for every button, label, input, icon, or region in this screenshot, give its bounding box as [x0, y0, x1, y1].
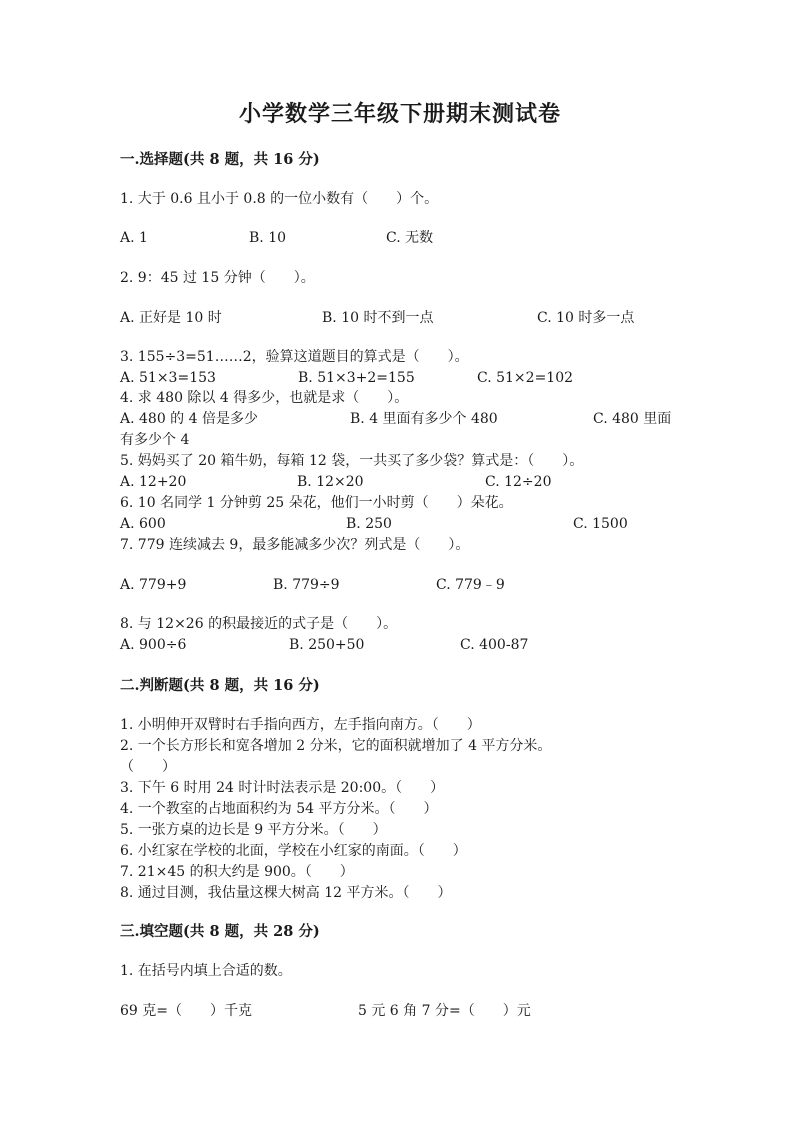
fill-blank-item: 69 克=（ ）千克: [120, 1003, 252, 1019]
question-stem: 6. 10 名同学 1 分钟剪 25 朵花，他们一小时剪（ ）朵花。: [120, 495, 513, 511]
option-a: A. 12+20: [120, 474, 187, 490]
option-b: B. 250+50: [289, 637, 365, 653]
judgment-item: 3. 下午 6 时用 24 时计时法表示是 20:00。（ ）: [120, 780, 445, 796]
question-stem: 2. 9：45 过 15 分钟（ ）。: [120, 270, 315, 286]
section-heading-fill: 三.填空题(共 8 题，共 28 分): [120, 923, 320, 940]
option-c: C. 12÷20: [485, 474, 552, 490]
fill-blank-item: 5 元 6 角 7 分=（ ）元: [358, 1003, 531, 1019]
option-c: C. 51×2=102: [477, 370, 574, 386]
question-stem: 5. 妈妈买了 20 箱牛奶，每箱 12 袋，一共买了多少袋？算式是：（ ）。: [120, 453, 584, 469]
option-b: B. 10: [249, 230, 287, 246]
option-a: A. 900÷6: [120, 637, 187, 653]
judgment-item: 1. 小明伸开双臂时右手指向西方，左手指向南方。（ ）: [120, 717, 481, 733]
judgment-item: 8. 通过目测，我估量这棵大树高 12 平方米。（ ）: [120, 885, 452, 901]
option-c-continued: 有多少个 4: [120, 432, 190, 448]
option-c: C. 无数: [386, 230, 434, 246]
question-stem: 1. 大于 0.6 且小于 0.8 的一位小数有（ ）个。: [120, 191, 439, 207]
question-stem: 7. 779 连续减去 9，最多能减多少次？列式是（ ）。: [120, 537, 470, 553]
option-b: B. 12×20: [297, 474, 364, 490]
option-a: A. 600: [120, 516, 166, 532]
question-stem: 8. 与 12×26 的积最接近的式子是（ ）。: [120, 616, 398, 632]
option-a: A. 1: [120, 230, 148, 246]
option-b: B. 4 里面有多少个 480: [350, 411, 498, 427]
judgment-item: 6. 小红家在学校的北面，学校在小红家的南面。（ ）: [120, 843, 467, 859]
judgment-item-continued: （ ）: [120, 759, 176, 775]
option-b: B. 779÷9: [273, 577, 340, 593]
question-stem: 3. 155÷3=51……2，验算这道题目的算式是（ ）。: [120, 349, 469, 365]
page-title: 小学数学三年级下册期末测试卷: [238, 101, 561, 127]
option-a: A. 正好是 10 时: [120, 310, 222, 326]
option-c: C. 1500: [573, 516, 628, 532]
option-c: C. 400-87: [460, 637, 529, 653]
section-heading-judgment: 二.判断题(共 8 题，共 16 分): [120, 677, 320, 694]
question-stem: 4. 求 480 除以 4 得多少，也就是求（ ）。: [120, 390, 409, 406]
option-c: C. 10 时多一点: [537, 310, 635, 326]
option-c: C. 480 里面: [593, 411, 672, 427]
question-stem: 1. 在括号内填上合适的数。: [120, 963, 292, 979]
option-b: B. 10 时不到一点: [322, 310, 434, 326]
judgment-item: 7. 21×45 的积大约是 900。（ ）: [120, 864, 354, 880]
option-a: A. 51×3=153: [120, 370, 216, 386]
option-a: A. 779+9: [120, 577, 187, 593]
option-a: A. 480 的 4 倍是多少: [120, 411, 258, 427]
judgment-item: 5. 一张方桌的边长是 9 平方分米。（ ）: [120, 822, 387, 838]
section-heading-choice: 一.选择题(共 8 题，共 16 分): [120, 151, 320, 168]
judgment-item: 4. 一个教室的占地面积约为 54 平方分米。（ ）: [120, 801, 438, 817]
option-b: B. 250: [346, 516, 392, 532]
option-b: B. 51×3+2=155: [298, 370, 415, 386]
option-c: C. 779﹣9: [436, 577, 505, 593]
judgment-item: 2. 一个长方形长和宽各增加 2 分米，它的面积就增加了 4 平方分米。: [120, 738, 552, 754]
